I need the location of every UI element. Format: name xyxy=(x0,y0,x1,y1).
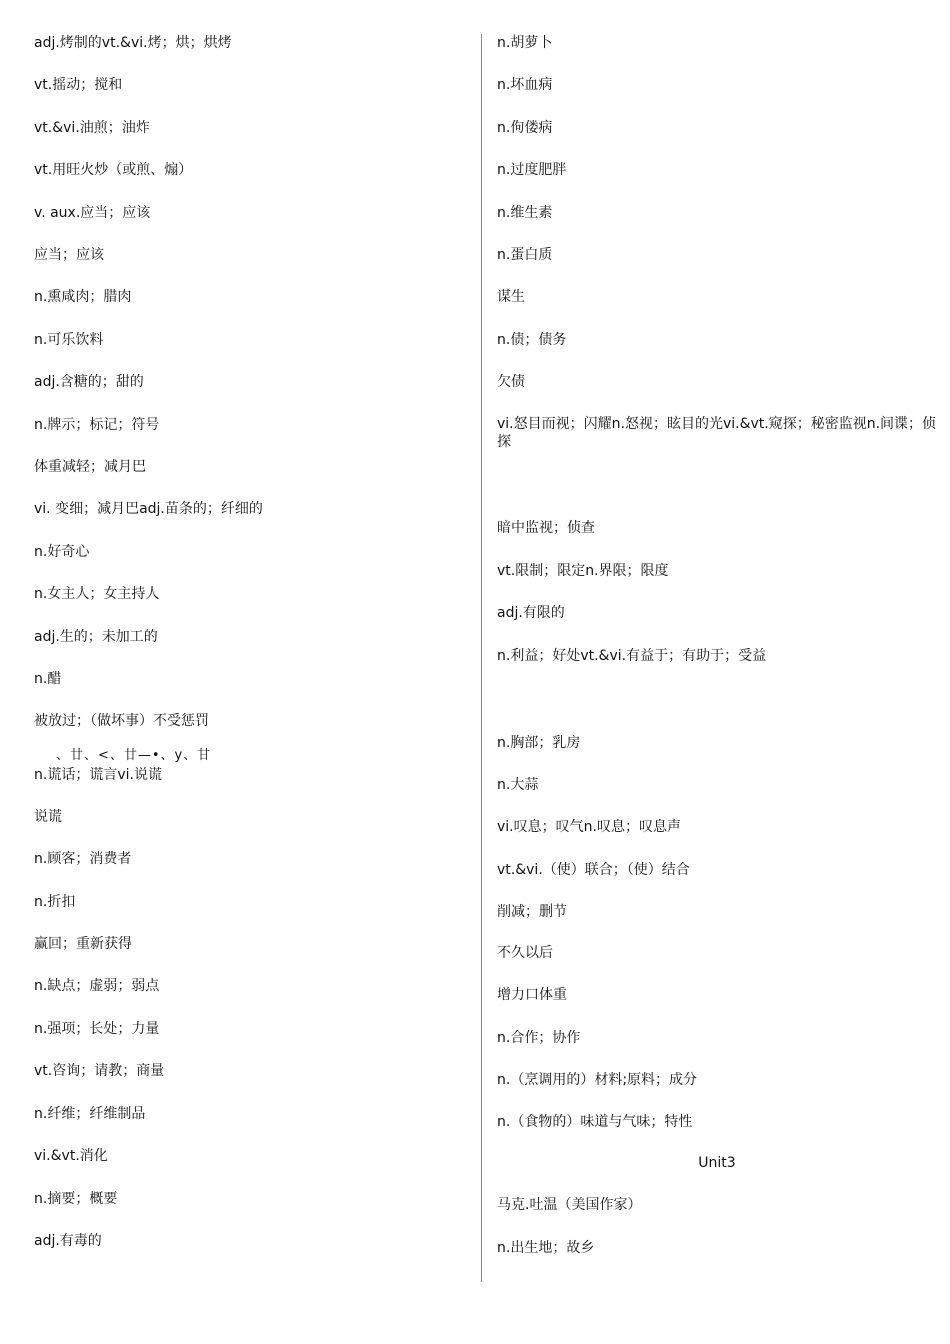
vocab-entry: vt.&vi.（使）联合；（使）结合 xyxy=(497,862,690,878)
vocab-entry: n.蛋白质 xyxy=(497,247,553,263)
vocab-entry: vt.摇动；搅和 xyxy=(34,77,123,93)
vocab-entry: vt.咨询；请教；商量 xyxy=(34,1063,165,1079)
vocab-entry: n.佝偻病 xyxy=(497,120,553,136)
vocab-entry: 不久以后 xyxy=(497,945,553,961)
vocab-entry: vt.&vi.油煎；油炸 xyxy=(34,120,150,136)
vocab-entry: 被放过；（做坏事）不受惩罚 xyxy=(34,713,209,729)
column-divider xyxy=(481,34,482,1282)
vocab-entry: vi. 变细；减月巴adj.苗条的；纤细的 xyxy=(34,501,263,517)
vocab-entry: n.顾客；消费者 xyxy=(34,851,132,867)
vocab-entry: vi.&vt.消化 xyxy=(34,1148,108,1164)
vocab-entry: n.女主人；女主持人 xyxy=(34,586,160,602)
vocab-entry: 谋生 xyxy=(497,289,525,305)
vocab-entry: 赢回；重新获得 xyxy=(34,936,132,952)
vocab-entry: n.熏咸肉；腊肉 xyxy=(34,289,132,305)
vocab-entry: n.醋 xyxy=(34,671,62,687)
vocab-entry: n.出生地；故乡 xyxy=(497,1240,595,1256)
vocab-entry: adj.有限的 xyxy=(497,605,565,621)
vocab-entry: vt.限制；限定n.界限；限度 xyxy=(497,563,669,579)
vocab-entry: n.摘要；概要 xyxy=(34,1191,118,1207)
vocab-entry: vi.叹息；叹气n.叹息；叹息声 xyxy=(497,819,681,835)
vocab-entry: vi.怒目而视；闪耀n.怒视；眩目的光vi.&vt.窥探；秘密监视n.间谍；侦探 xyxy=(497,416,937,450)
vocab-entry: n.可乐饮料 xyxy=(34,332,104,348)
vocab-entry: 欠债 xyxy=(497,374,525,390)
vocab-entry: n.折扣 xyxy=(34,894,76,910)
vocab-entry: n.过度肥胖 xyxy=(497,162,567,178)
vocab-entry: vt.用旺火炒（或煎、煽） xyxy=(34,162,193,178)
vocab-entry: n.坏血病 xyxy=(497,77,553,93)
vocab-entry: n.好奇心 xyxy=(34,544,90,560)
garbled-text: 、廿、<、廿—•、y、甘 xyxy=(56,748,212,763)
vocab-entry: 马克.吐温（美国作家） xyxy=(497,1197,642,1213)
vocab-entry: n.（食物的）味道与气味；特性 xyxy=(497,1114,693,1130)
vocab-entry: 削减；删节 xyxy=(497,904,567,920)
vocab-entry: 应当；应该 xyxy=(34,247,104,263)
vocab-entry: adj.含糖的；甜的 xyxy=(34,374,144,390)
vocab-entry: adj.有毒的 xyxy=(34,1233,102,1249)
vocab-entry: n.利益；好处vt.&vi.有益于；有助于；受益 xyxy=(497,648,767,664)
vocab-entry: n.胸部；乳房 xyxy=(497,735,581,751)
vocab-entry: n.谎话；谎言vi.说谎 xyxy=(34,767,162,783)
vocab-entry: n.（烹调用的）材料;原料；成分 xyxy=(497,1072,698,1088)
vocab-entry: v. aux.应当；应该 xyxy=(34,205,151,221)
vocab-entry: n.胡萝卜 xyxy=(497,35,553,51)
vocab-entry: n.债；债务 xyxy=(497,332,567,348)
vocab-entry: n.强项；长处；力量 xyxy=(34,1021,160,1037)
vocab-entry: adj.生的；未加工的 xyxy=(34,629,158,645)
vocab-entry: n.纤维；纤维制品 xyxy=(34,1106,146,1122)
vocab-entry: 体重减轻；减月巴 xyxy=(34,459,146,475)
vocab-entry: n.大蒜 xyxy=(497,777,539,793)
vocab-entry: 增力口体重 xyxy=(497,987,567,1003)
vocab-entry: n.维生素 xyxy=(497,205,553,221)
vocab-entry: n.牌示；标记；符号 xyxy=(34,417,160,433)
vocab-entry: n.缺点；虚弱；弱点 xyxy=(34,978,160,994)
vocab-entry: 暗中监视；侦查 xyxy=(497,520,595,536)
vocab-entry: n.合作；协作 xyxy=(497,1030,581,1046)
vocab-entry: adj.烤制的vt.&vi.烤；烘；烘烤 xyxy=(34,35,232,51)
unit-heading: Unit3 xyxy=(698,1155,736,1171)
vocab-entry: 说谎 xyxy=(34,809,62,825)
